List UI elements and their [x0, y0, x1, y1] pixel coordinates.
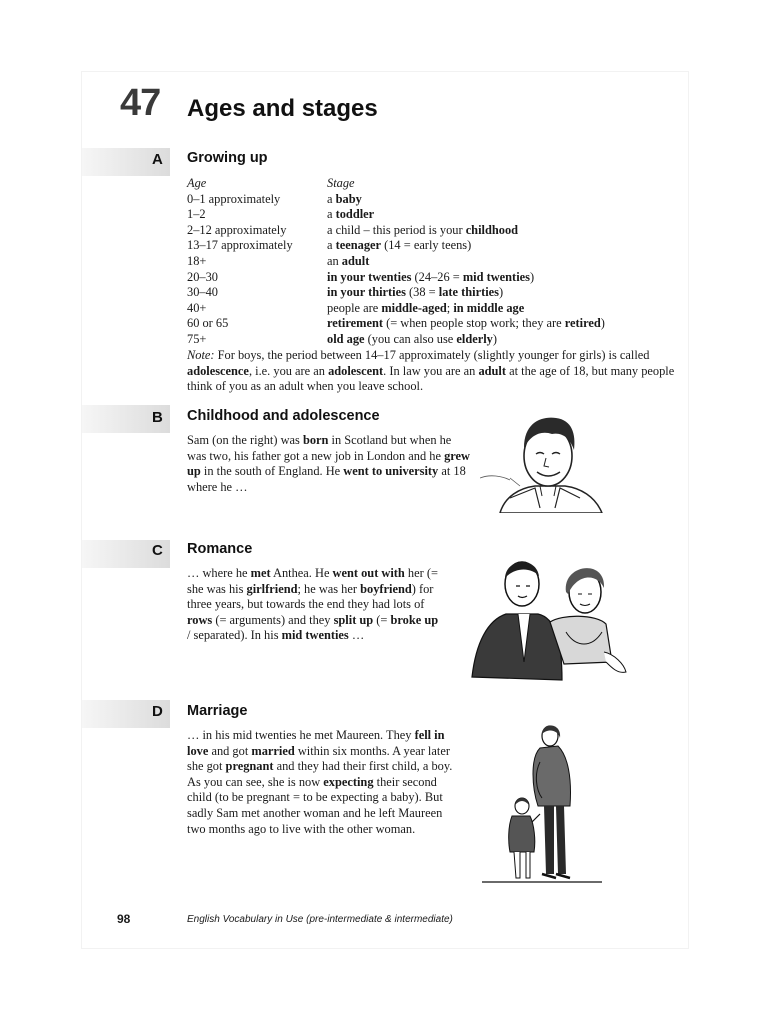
age-header: Age — [187, 176, 207, 190]
key-term: boyfriend — [360, 581, 412, 596]
stage-cell — [327, 207, 374, 223]
key-term: mid twenties — [462, 269, 530, 284]
section-c-title: Romance — [187, 541, 253, 557]
text-run: at the age of 18, but many people think of you as an adult when you leave school. — [187, 363, 675, 394]
stage-cell — [327, 270, 534, 286]
page-number: 98 — [117, 912, 131, 926]
text-run: (14 = early teens) — [381, 238, 472, 253]
text-run: … in his mid twenties he met Maureen. They — [187, 728, 415, 742]
age-cell: 30–40 — [187, 285, 218, 300]
key-term: went to university — [343, 464, 439, 479]
age-cell: 75+ — [187, 331, 207, 346]
age-cell: 20–30 — [187, 269, 218, 284]
stage-cell — [327, 238, 471, 254]
key-term: teenager — [335, 238, 382, 253]
sam-portrait-illustration — [480, 408, 610, 513]
stage-cell — [327, 254, 369, 270]
section-d-text — [187, 728, 457, 837]
key-term: in your thirties — [327, 285, 406, 300]
text-run: within six months. A year later she got — [187, 743, 450, 774]
key-term: girlfriend — [246, 581, 298, 596]
text-run: a — [327, 191, 336, 206]
text-run: at 18 where he … — [187, 464, 466, 494]
table-row — [187, 316, 605, 332]
key-term: mid twenties — [281, 628, 349, 643]
text-run: a — [327, 207, 336, 222]
text-run: Sam (on the right) was — [187, 433, 303, 447]
key-term: adolescence — [187, 363, 249, 378]
age-stage-table — [187, 176, 605, 348]
unit-number: 47 — [120, 82, 161, 124]
stage-header: Stage — [327, 176, 355, 190]
book-title: English Vocabulary in Use (pre-intermediate & intermediate) — [187, 914, 453, 925]
text-run: ) — [529, 269, 535, 284]
text-run: and got — [208, 743, 252, 758]
section-a-title: Growing up — [187, 150, 268, 166]
key-term: went out with — [332, 566, 405, 580]
text-run: in Scotland but when he was two, his father got a new job in London and he — [187, 433, 452, 463]
key-term: childhood — [465, 222, 519, 237]
text-run: their second child (to be pregnant = to be expecting a baby). But sadly Sam met another woman and he left Maureen two months ago to live with the other woman. — [187, 774, 443, 836]
couple-illustration — [466, 552, 636, 684]
age-cell: 18+ — [187, 253, 207, 268]
stage-cell — [327, 332, 497, 348]
age-cell: 1–2 — [187, 207, 206, 222]
unit-title: Ages and stages — [187, 95, 378, 122]
table-row — [187, 254, 605, 270]
text-run: (= — [373, 612, 391, 627]
text-run: a — [327, 238, 336, 253]
key-term: retired — [564, 316, 601, 331]
text-run: (38 = — [405, 285, 439, 300]
key-term: old age — [327, 331, 365, 346]
key-term: met — [250, 566, 271, 580]
text-run: a child – this period is your — [327, 222, 466, 237]
text-run: ) — [600, 316, 605, 331]
key-term: middle-aged — [381, 300, 447, 315]
key-term: fell in love — [187, 728, 445, 758]
key-term: born — [302, 433, 329, 447]
key-term: adult — [478, 363, 506, 378]
text-run: ; he was her — [297, 581, 361, 596]
section-c-text — [187, 566, 442, 644]
age-cell: 0–1 approximately — [187, 191, 281, 206]
text-run: ) for three years, but towards the end they had lots of — [187, 581, 434, 612]
key-term: adult — [341, 253, 370, 268]
table-row — [187, 332, 605, 348]
age-cell: 13–17 approximately — [187, 238, 293, 253]
key-term: rows — [187, 612, 213, 627]
key-term: in middle age — [453, 300, 525, 315]
table-row — [187, 192, 605, 208]
text-run: ) — [498, 285, 504, 300]
key-term: married — [251, 743, 295, 758]
table-row — [187, 223, 605, 239]
key-term: split up — [333, 612, 374, 627]
text-run: ) — [492, 331, 498, 346]
text-run: (= arguments) and they — [212, 612, 334, 627]
pregnant-woman-and-child-illustration — [478, 718, 608, 888]
stage-cell — [327, 301, 524, 317]
text-run: in the south of England. He — [200, 464, 344, 479]
age-cell: 60 or 65 — [187, 316, 229, 331]
stage-cell — [327, 223, 518, 239]
text-run: (you can also use — [364, 331, 457, 346]
section-c-letter: C — [152, 542, 163, 559]
section-d-letter: D — [152, 703, 163, 720]
text-run: … — [348, 628, 365, 643]
key-term: grew up — [187, 448, 470, 479]
key-term: elderly — [456, 331, 493, 346]
stage-cell — [327, 316, 605, 332]
key-term: broke up — [390, 612, 439, 627]
text-run: her (= she was his — [187, 566, 438, 596]
text-run: an — [327, 253, 342, 268]
section-b-title: Childhood and adolescence — [187, 408, 380, 424]
table-row — [187, 270, 605, 286]
table-header — [187, 176, 605, 192]
age-cell: 2–12 approximately — [187, 222, 287, 237]
text-run: … where he — [187, 566, 251, 580]
stage-cell — [327, 192, 362, 208]
text-run: / separated). In his — [187, 628, 282, 643]
key-term: expecting — [323, 774, 374, 789]
table-row — [187, 285, 605, 301]
text-run: and they had their first child, a boy. As you can see, she is now — [187, 759, 453, 789]
key-term: retirement — [327, 316, 383, 331]
text-run: (24–26 = — [411, 269, 463, 284]
section-d-title: Marriage — [187, 703, 248, 719]
key-term: in your twenties — [327, 269, 412, 284]
text-run: , i.e. you are an — [248, 363, 329, 378]
text-run: ; — [446, 300, 454, 315]
section-a-note — [187, 348, 687, 395]
table-row — [187, 207, 605, 223]
key-term: pregnant — [225, 759, 274, 774]
section-a-letter: A — [152, 151, 163, 168]
text-run: . In law you are an — [383, 363, 479, 378]
text-run: (= when people stop work; they are — [382, 316, 565, 331]
text-run: Anthea. He — [270, 566, 333, 580]
section-b-letter: B — [152, 409, 163, 426]
stage-cell — [327, 285, 503, 301]
key-term: baby — [335, 191, 362, 206]
text-run: For boys, the period between 14–17 approximately (slightly younger for girls) is called — [214, 348, 650, 362]
key-term: adolescent — [328, 363, 384, 378]
section-b-text — [187, 433, 472, 495]
table-row — [187, 301, 605, 317]
text-run: people are — [327, 300, 382, 315]
note-label: Note: — [187, 348, 215, 362]
key-term: toddler — [335, 207, 375, 222]
key-term: late thirties — [438, 285, 499, 300]
age-cell: 40+ — [187, 300, 207, 315]
table-row — [187, 238, 605, 254]
